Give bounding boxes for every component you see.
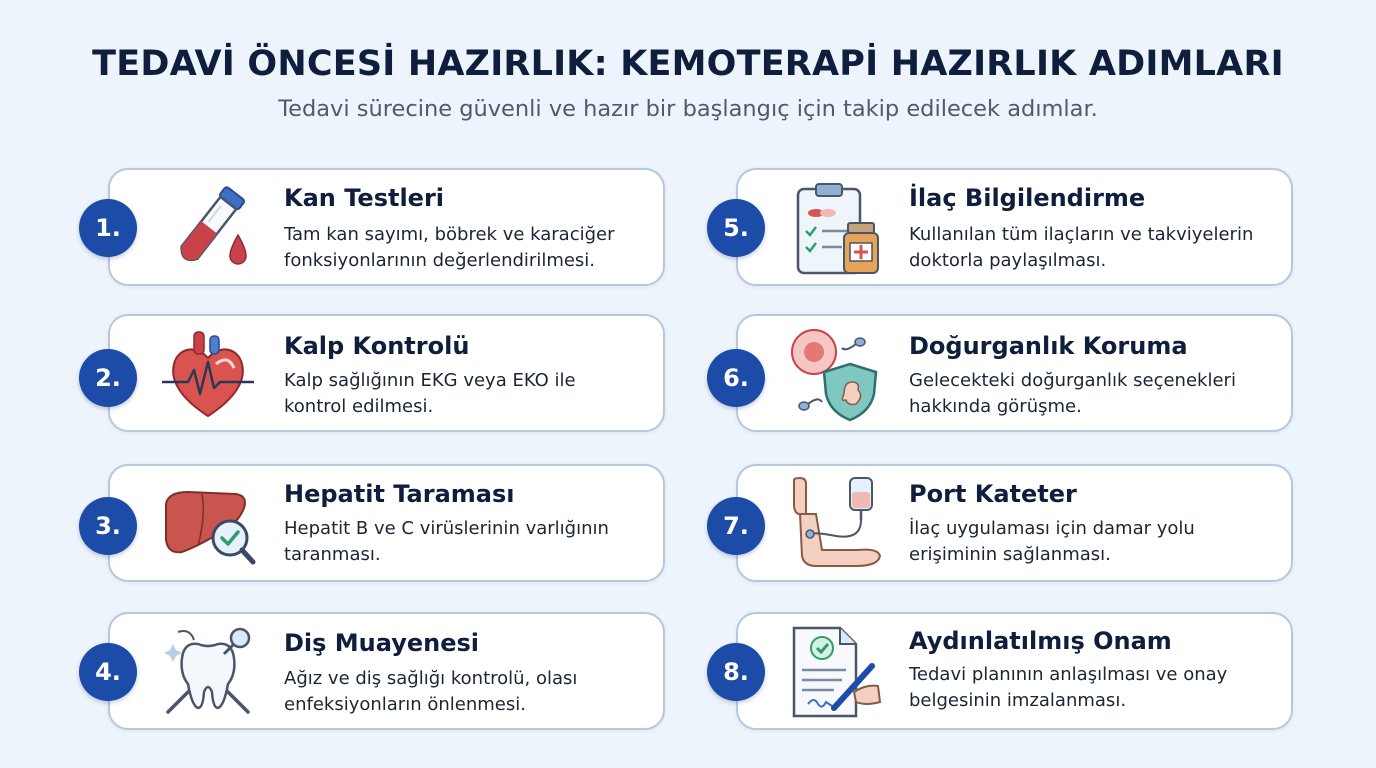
step-number-badge: 6. bbox=[707, 349, 765, 407]
page-title: TEDAVİ ÖNCESİ HAZIRLIK: KEMOTERAPİ HAZIRLIK ADIMLARI bbox=[92, 44, 1284, 84]
step-title: Aydınlatılmış Onam bbox=[909, 627, 1172, 655]
step-number-badge: 5. bbox=[707, 199, 765, 257]
step-title: Doğurganlık Koruma bbox=[909, 332, 1188, 360]
blood-test-tube-icon bbox=[158, 179, 258, 279]
step-description: Tedavi planının anlaşılması ve onay belgesinin imzalanması. bbox=[909, 664, 1228, 711]
step-description: Hepatit B ve C virüslerinin varlığının taranması. bbox=[284, 518, 609, 565]
clipboard-medicine-icon bbox=[786, 179, 886, 279]
step-number-badge: 8. bbox=[707, 643, 765, 701]
step-description: Kullanılan tüm ilaçların ve takviyelerin doktorla paylaşılması. bbox=[909, 224, 1254, 271]
step-number-badge: 7. bbox=[707, 497, 765, 555]
step-number-badge: 1. bbox=[79, 199, 137, 257]
step-number-badge: 3. bbox=[79, 497, 137, 555]
consent-document-pen-icon bbox=[786, 622, 886, 722]
step-description: Tam kan sayımı, böbrek ve karaciğer fonksiyonlarının değerlendirilmesi. bbox=[284, 224, 615, 271]
tooth-dental-tools-icon bbox=[158, 622, 258, 722]
heart-ecg-icon bbox=[158, 324, 258, 424]
step-number-badge: 2. bbox=[79, 349, 137, 407]
step-title: Port Kateter bbox=[909, 480, 1077, 508]
page-subtitle: Tedavi sürecine güvenli ve hazır bir başlangıç için takip edilecek adımlar. bbox=[278, 96, 1098, 122]
step-title: Diş Muayenesi bbox=[284, 629, 480, 657]
step-number-badge: 4. bbox=[79, 643, 137, 701]
step-title: Hepatit Taraması bbox=[284, 480, 515, 508]
step-title: Kan Testleri bbox=[284, 184, 445, 212]
liver-magnifier-icon bbox=[158, 474, 258, 574]
step-description: İlaç uygulaması için damar yolu erişiminin sağlanması. bbox=[909, 518, 1195, 565]
step-description: Gelecekteki doğurganlık seçenekleri hakkında görüşme. bbox=[909, 370, 1236, 417]
step-description: Ağız ve diş sağlığı kontrolü, olası enfeksiyonların önlenmesi. bbox=[284, 668, 578, 715]
fertility-shield-icon bbox=[786, 324, 886, 424]
iv-drip-arm-icon bbox=[786, 474, 886, 574]
step-title: İlaç Bilgilendirme bbox=[909, 184, 1146, 212]
step-title: Kalp Kontrolü bbox=[284, 332, 470, 360]
step-description: Kalp sağlığının EKG veya EKO ile kontrol edilmesi. bbox=[284, 370, 576, 417]
